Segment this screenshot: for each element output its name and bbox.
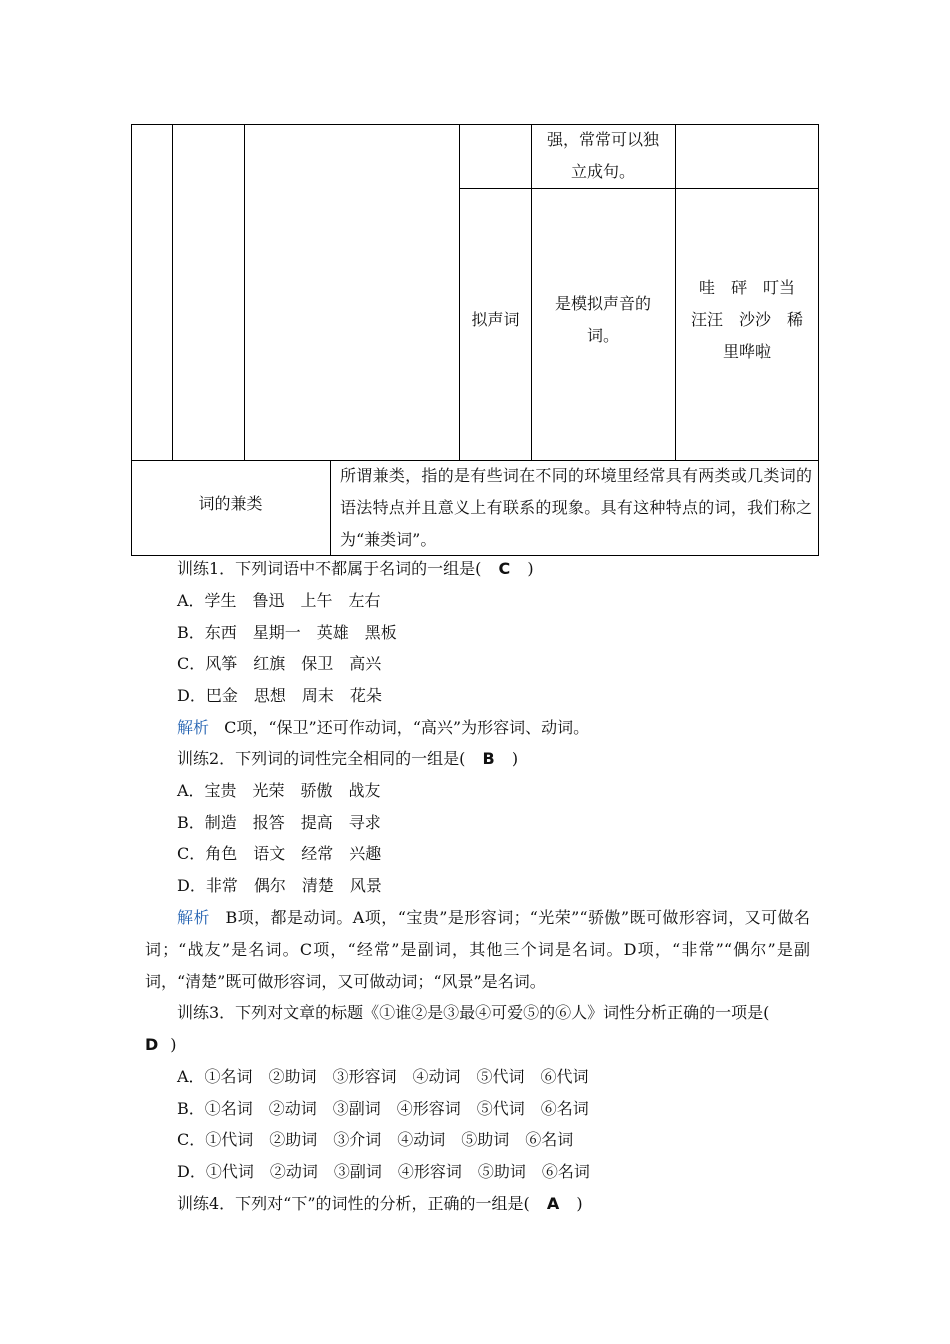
option-c: C．风筝 红旗 保卫 高兴 [177,654,382,673]
analysis-text: B项，都是动词。A项，“宝贵”是形容词；“光荣”“骄傲”既可做形容词，又可做名词；“战友”是名词。C项，“经常”是副词，其他三个词是名词。D项，“非常”“偶尔”是副词，“清楚”既可做形容词，又可做动词；“风景”是名词。 [145,908,810,991]
table-col-line [459,124,460,460]
examples-line: 汪汪 沙沙 稀 [690,310,803,329]
option-a: A．①名词 ②助词 ③形容词 ④动词 ⑤代词 ⑥代词 [177,1067,589,1086]
option-b: B．①名词 ②动词 ③副词 ④形容词 ⑤代词 ⑥名词 [177,1099,589,1118]
answer-letter: C [498,559,511,578]
question-stem-close: ) [527,559,534,578]
analysis-text: C项，“保卫”还可作动词，“高兴”为形容词、动词。 [224,718,590,737]
question-stem [177,1188,583,1220]
question-stem-close: ) [576,1194,583,1213]
table-col-line [244,124,245,460]
option-b: B．制造 报答 提高 寻求 [177,813,381,832]
option-b: B．东西 星期一 英雄 黑板 [177,623,397,642]
question-stem-text: 训练4．下列对“下”的词性的分析，正确的一组是( [177,1194,530,1213]
table-cell-meaning: 是模拟声音的词。 [554,294,651,345]
question-stem-text: 训练1．下列词语中不都属于名词的一组是( [177,559,482,578]
question-stem [177,743,518,775]
analysis-label: 解析 [177,718,210,737]
answer-letter: A [546,1194,560,1213]
question-stem-close: ) [511,749,519,768]
question-stem-close: ) [170,1035,177,1054]
option-c: C．角色 语文 经常 兴趣 [177,844,382,863]
option-d: D．巴金 思想 周末 花朵 [177,686,382,705]
table-row-line [459,188,819,189]
table-col-line [531,124,532,460]
option-a: A．宝贵 光荣 骄傲 战友 [177,781,381,800]
answer-letter: D [145,1035,159,1054]
question-stem [145,997,815,1061]
option-d: D．①代词 ②动词 ③副词 ④形容词 ⑤助词 ⑥名词 [177,1162,590,1181]
table-col-line [330,460,331,556]
table-cell-jianlei-title: 词的兼类 [198,494,263,513]
table-cell-examples [676,272,818,368]
analysis [177,712,589,744]
analysis-label: 解析 [177,908,210,927]
table-cell-jianlei-definition: 所谓兼类，指的是有些词在不同的环境里经常具有两类或几类词的语法特点并且意义上有联系的现象。具有这种特点的词，我们称之为“兼类词”。 [340,466,812,549]
option-c: C．①代词 ②助词 ③介词 ④动词 ⑤助词 ⑥名词 [177,1130,574,1149]
answer-letter: B [482,749,495,768]
table-cell-meaning: 强，常常可以独立成句。 [546,130,659,181]
question-stem-text: 训练2．下列词的词性完全相同的一组是( [177,749,466,768]
examples-line: 里哗啦 [722,342,771,361]
question-stem [177,553,534,585]
option-d: D．非常 偶尔 清楚 风景 [177,876,382,895]
examples-line: 哇 砰 叮当 [698,278,795,297]
option-a: A．学生 鲁迅 上午 左右 [177,591,381,610]
table-cell-wordclass: 拟声词 [471,310,520,329]
table-border-top [131,124,819,125]
analysis [145,902,810,998]
table-col-line [172,124,173,460]
question-stem-text: 训练3．下列对文章的标题《①谁②是③最④可爱⑤的⑥人》词性分析正确的一项是( [177,1003,770,1022]
